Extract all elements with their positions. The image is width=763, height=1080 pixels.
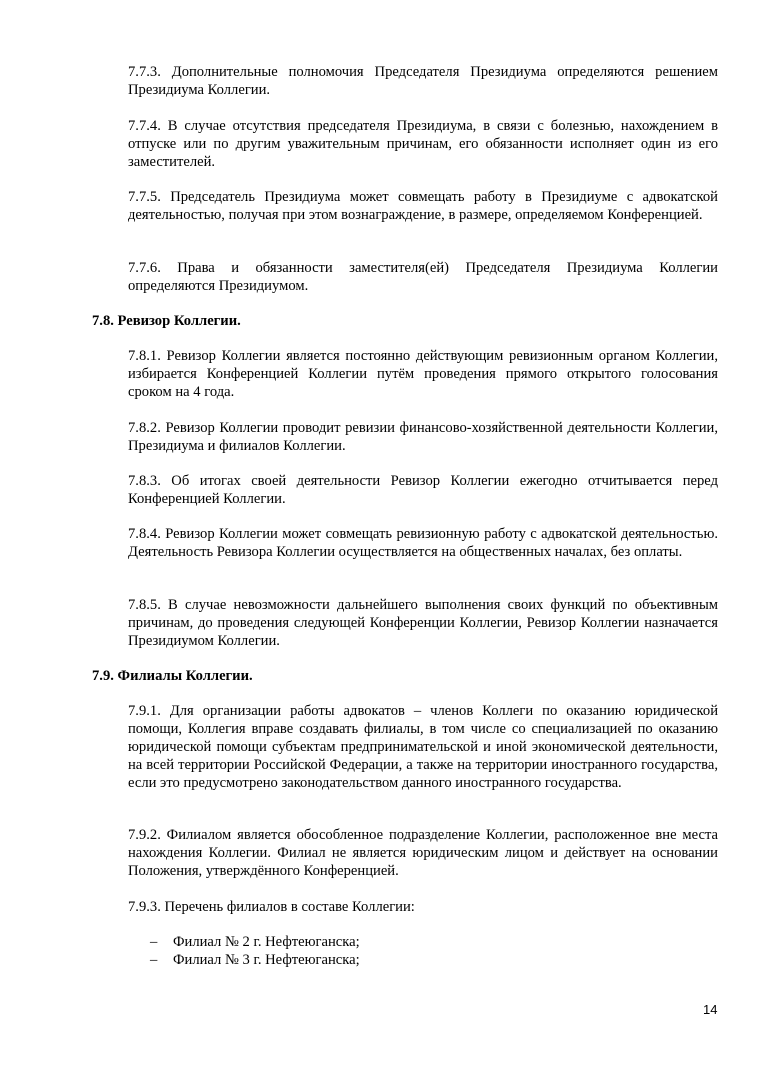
paragraph-7-8-3: 7.8.3. Об итогах своей деятельности Ревизор Коллегии ежегодно отчитывается перед Конференцией Коллегии. <box>128 473 718 507</box>
list-item <box>150 933 360 951</box>
paragraph-7-9-3: 7.9.3. Перечень филиалов в составе Коллегии: <box>128 899 415 915</box>
list-dash: – <box>150 934 158 950</box>
paragraph-7-7-4: 7.7.4. В случае отсутствия председателя Президиума, в связи с болезнью, нахождением в отпуске или по другим уважительным причинам, его обязанности исполняет один из его заместителей. <box>128 118 718 170</box>
paragraph-7-8-1: 7.8.1. Ревизор Коллегии является постоянно действующим ревизионным органом Коллегии, избирается Конференцией Коллегии путём проведения прямого открытого голосования сроком на 4 года. <box>128 348 718 400</box>
list-dash: – <box>150 952 158 968</box>
section-heading-7-8: 7.8. Ревизор Коллегии. <box>92 313 241 329</box>
branch-name: Филиал № 2 г. Нефтеюганска; <box>173 934 360 950</box>
branch-name: Филиал № 3 г. Нефтеюганска; <box>173 952 360 968</box>
paragraph-7-8-4: 7.8.4. Ревизор Коллегии может совмещать ревизионную работу с адвокатской деятельностью. Деятельность Ревизора Коллегии осуществляется на общественных началах, без оплаты. <box>128 526 718 560</box>
paragraph-7-7-3: 7.7.3. Дополнительные полномочия Председателя Президиума определяются решением Президиума Коллегии. <box>128 64 718 98</box>
page-number: 14 <box>703 1002 718 1017</box>
paragraph-7-8-5: 7.8.5. В случае невозможности дальнейшего выполнения своих функций по объективным причинам, до проведения следующей Конференции Коллегии, Ревизор Коллегии назначается Президиумом Коллегии. <box>128 597 718 649</box>
paragraph-7-9-1: 7.9.1. Для организации работы адвокатов – членов Коллеги по оказанию юридической помощи, Коллегия вправе создавать филиалы, в том числе со специализацией по оказанию юридической помощи субъектам предпринимательской и иной экономической деятельности, на всей территории Российской Федерации, а также на территории иностранного государства, если это предусмотрено законодательством данного иностранного государства. <box>128 703 718 791</box>
section-heading-7-9: 7.9. Филиалы Коллегии. <box>92 668 253 684</box>
list-item <box>150 951 360 969</box>
paragraph-7-9-2: 7.9.2. Филиалом является обособленное подразделение Коллегии, расположенное вне места нахождения Коллегии. Филиал не является юридическим лицом и действует на основании Положения, утверждённого Конференцией. <box>128 827 718 879</box>
paragraph-7-8-2: 7.8.2. Ревизор Коллегии проводит ревизии финансово-хозяйственной деятельности Коллегии, Президиума и филиалов Коллегии. <box>128 420 718 454</box>
paragraph-7-7-5: 7.7.5. Председатель Президиума может совмещать работу в Президиуме с адвокатской деятельностью, получая при этом вознаграждение, в размере, определяемом Конференцией. <box>128 189 718 223</box>
paragraph-7-7-6: 7.7.6. Права и обязанности заместителя(ей) Председателя Президиума Коллегии определяются Президиумом. <box>128 260 718 294</box>
